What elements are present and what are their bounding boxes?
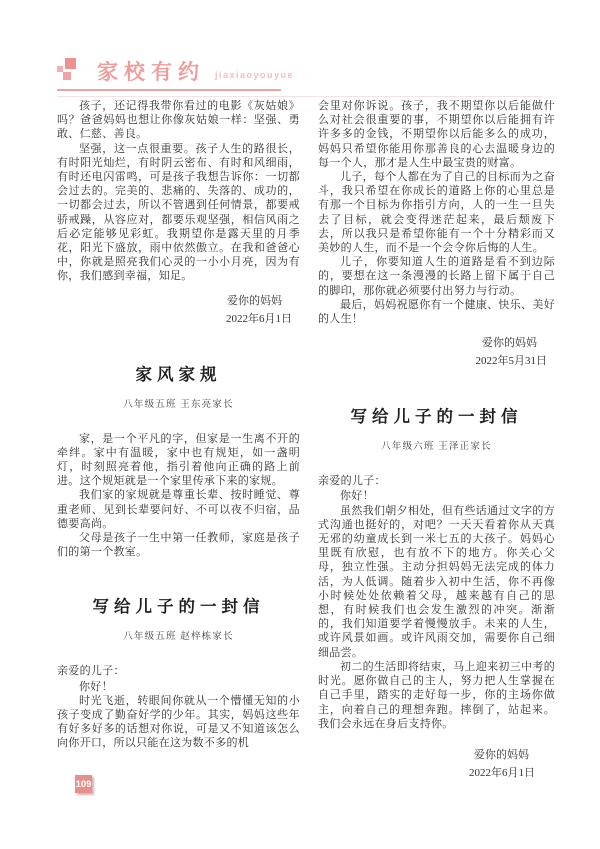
sign-off: 爱你的妈妈 [227, 294, 282, 307]
page-number-badge: 109 [75, 775, 92, 793]
letter-closing [318, 353, 555, 369]
article-paragraph: 父母是孩子一生中第一任教师，家庭是孩子们的第一个教室。 [57, 532, 300, 559]
letter-paragraph: 初二的生活即将结束，马上迎来初三中考的时光。愿你做自己的主人，努力把人生掌握在自己手里，踏实的走好每一步，你的主场你做主，向着自己的理想奔跑。摔倒了，站起来。我们会永远在身后支持你。 [318, 660, 555, 730]
header-faint-rule [57, 96, 543, 97]
salutation: 亲爱的儿子： [318, 475, 386, 488]
sign-off: 爱你的妈妈 [474, 748, 529, 761]
right-column [318, 99, 555, 849]
header-title: 家校有约 [97, 61, 205, 84]
letter-paragraph: 虽然我们朝夕相处，但有些话通过文字的方式沟通也挺好的，对吧？一天天看着你从天真无邪的幼童成长到一米七五的大孩子。妈妈心里既有欣慰，也有放不下的地方。你关心父母，独立性强。主动分担妈妈无法完成的体力活，为人低调。随着步入初中生活，你不再像小时候处处依赖着父母，越来越有自己的思想，有时候我们也会发生激烈的冲突。渐渐的，我们知道要学着慢慢放手。未来的人生，或许风景如画。或许风雨交加，需要你自己细细品尝。 [318, 504, 555, 659]
letter-paragraph: 最后，妈妈祝愿你有一个健康、快乐、美好的人生！ [318, 298, 555, 326]
section-title: 写给儿子的一封信 [92, 597, 265, 617]
header-pinyin: jiaxiaoyouyue [215, 70, 295, 80]
page-header [57, 56, 555, 97]
letter-paragraph: 坚强，这一点很重要。孩子人生的路很长，有时阳光灿烂，有时阴云密布、有时和风细雨，有时还电闪雷鸣，可是孩子我想告诉你：一切都会过去的。完美的、悲痛的、失落的、成功的，一切都会过去，所以不管遇到任何情景，都要戒骄戒躁，从容应对，都要乐观坚强，相信风雨之后必定能够见彩虹。我期望你是露天里的月季花，阳光下盛放，雨中依然傲立。在我和爸爸心中，你就是照亮我们心灵的一小小月亮，因为有你，我们感到幸福，知足。 [57, 142, 300, 283]
letter-paragraph: 孩子，还记得我带你看过的电影《灰姑娘》吗？爸爸妈妈也想让你像灰姑娘一样：坚强、勇敢、仁慈、善良。 [57, 100, 300, 141]
sign-date: 2022年6月1日 [469, 766, 535, 779]
section-title: 写给儿子的一封信 [350, 407, 523, 427]
logo-squares-icon [57, 58, 81, 84]
letter-closing [318, 765, 555, 781]
letter-closing [318, 747, 555, 763]
section-title: 家风家规 [135, 364, 222, 384]
letter-closing [318, 335, 555, 351]
letter-closing [57, 311, 300, 327]
article-paragraph: 家，是一个平凡的字，但家是一生离不开的牵绊。家中有温暖，家中也有规矩，如一盏明灯，时刻照亮着他，指引着他向正确的路上前进。这个规矩就是一个家里传承下来的家规。 [57, 432, 300, 488]
sign-off: 爱你的妈妈 [482, 337, 537, 350]
letter-paragraph: 儿子，你要知道人生的道路是看不到边际的，要想在这一条漫漫的长路上留下属于自己的脚印，那你就必须要付出努力与行动。 [318, 256, 555, 297]
section-byline: 八年级五班 王东亮家长 [123, 399, 234, 410]
letter-paragraph: 时光飞逝，转眼间你就从一个懵懂无知的小孩子变成了勤奋好学的少年。其实，妈妈这些年有好多好多的话想对你说，可是又不知道该怎么向你开口，所以只能在这为数不多的机 [57, 694, 300, 750]
article-paragraph: 我们家的家规就是尊重长辈、按时睡觉、尊重老师、见到长辈要问好、不可以夜不归宿，品德要高尚。 [57, 489, 300, 530]
letter-paragraph: 儿子，每个人都在为了自己的目标而为之奋斗，我只希望在你成长的道路上你的心里总是有那一个目标为你指引方向，人的一生一旦失去了目标，就会变得迷茫起来，最后颓废下去，所以我只是希望你能有一个十分精彩而又美妙的人生，而不是一个会令你后悔的人生。 [318, 171, 555, 255]
content-columns [57, 99, 555, 849]
header-rule [57, 89, 281, 91]
greeting: 你好！ [340, 490, 374, 503]
section-byline: 八年级六班 王泽正家长 [381, 442, 492, 453]
sign-date: 2022年6月1日 [226, 312, 292, 325]
letter-paragraph: 会里对你诉说。孩子，我不期望你以后能做什么对社会很重要的事，不期望你以后能拥有许许多多的金钱，不期望你以后能多么的成功，妈妈只希望你能用你那善良的心去温暖身边的每一个人，那才是人生中最宝贵的财富。 [318, 100, 555, 169]
salutation: 亲爱的儿子： [57, 665, 125, 678]
sign-date: 2022年5月31日 [475, 355, 547, 368]
left-column [57, 99, 300, 849]
greeting: 你好！ [79, 680, 113, 693]
section-byline: 八年级五班 赵梓栋家长 [123, 632, 234, 643]
letter-closing [57, 293, 300, 309]
